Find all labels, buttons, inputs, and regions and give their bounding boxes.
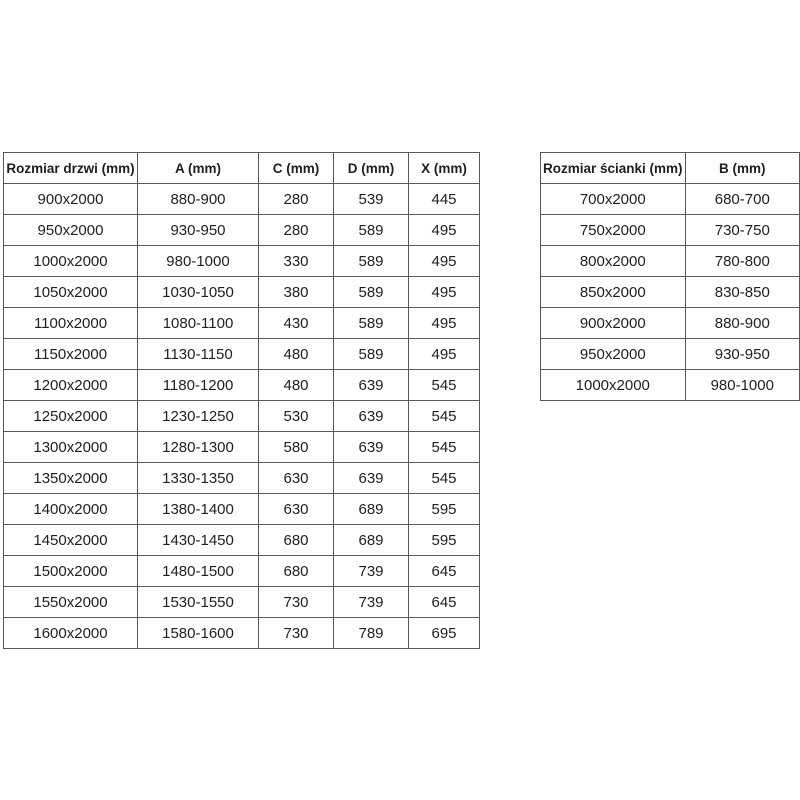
table-cell: 480 bbox=[259, 370, 334, 401]
table-cell: 730-750 bbox=[685, 215, 799, 246]
table-cell: 630 bbox=[259, 494, 334, 525]
table-cell: 1350x2000 bbox=[4, 463, 138, 494]
table-row bbox=[541, 277, 800, 308]
table-cell: 1400x2000 bbox=[4, 494, 138, 525]
table-cell: 930-950 bbox=[138, 215, 259, 246]
table-cell: 1530-1550 bbox=[138, 587, 259, 618]
header-cell: A (mm) bbox=[138, 153, 259, 184]
header-row bbox=[4, 153, 480, 184]
header-cell: B (mm) bbox=[685, 153, 799, 184]
table-row bbox=[541, 339, 800, 370]
table-cell: 539 bbox=[334, 184, 409, 215]
table-cell: 495 bbox=[409, 339, 480, 370]
table-cell: 1180-1200 bbox=[138, 370, 259, 401]
table-cell: 750x2000 bbox=[541, 215, 686, 246]
header-cell: Rozmiar ścianki (mm) bbox=[541, 153, 686, 184]
table-cell: 880-900 bbox=[138, 184, 259, 215]
table-cell: 280 bbox=[259, 184, 334, 215]
table-cell: 789 bbox=[334, 618, 409, 649]
table-cell: 1450x2000 bbox=[4, 525, 138, 556]
table-cell: 1250x2000 bbox=[4, 401, 138, 432]
table-cell: 680 bbox=[259, 525, 334, 556]
header-cell: X (mm) bbox=[409, 153, 480, 184]
table-row bbox=[541, 184, 800, 215]
table-cell: 950x2000 bbox=[4, 215, 138, 246]
table-cell: 495 bbox=[409, 308, 480, 339]
table-cell: 280 bbox=[259, 215, 334, 246]
table-cell: 730 bbox=[259, 587, 334, 618]
table-cell: 1280-1300 bbox=[138, 432, 259, 463]
table-cell: 589 bbox=[334, 277, 409, 308]
table-cell: 530 bbox=[259, 401, 334, 432]
table-cell: 589 bbox=[334, 339, 409, 370]
table-cell: 880-900 bbox=[685, 308, 799, 339]
header-cell: D (mm) bbox=[334, 153, 409, 184]
header-cell: C (mm) bbox=[259, 153, 334, 184]
table-cell: 1430-1450 bbox=[138, 525, 259, 556]
table-row bbox=[541, 370, 800, 401]
table-row bbox=[4, 432, 480, 463]
table-row bbox=[4, 401, 480, 432]
table-cell: 700x2000 bbox=[541, 184, 686, 215]
table-cell: 1300x2000 bbox=[4, 432, 138, 463]
table-cell: 1550x2000 bbox=[4, 587, 138, 618]
table-cell: 1080-1100 bbox=[138, 308, 259, 339]
table-cell: 800x2000 bbox=[541, 246, 686, 277]
table-cell: 730 bbox=[259, 618, 334, 649]
table-row bbox=[4, 370, 480, 401]
table-row bbox=[4, 277, 480, 308]
table-cell: 900x2000 bbox=[4, 184, 138, 215]
table-cell: 1150x2000 bbox=[4, 339, 138, 370]
table-cell: 1030-1050 bbox=[138, 277, 259, 308]
table-cell: 1000x2000 bbox=[4, 246, 138, 277]
table-row bbox=[4, 463, 480, 494]
table-cell: 930-950 bbox=[685, 339, 799, 370]
table-row bbox=[4, 525, 480, 556]
table-row bbox=[4, 339, 480, 370]
table-cell: 1580-1600 bbox=[138, 618, 259, 649]
table-cell: 639 bbox=[334, 401, 409, 432]
table-cell: 1050x2000 bbox=[4, 277, 138, 308]
table-cell: 1330-1350 bbox=[138, 463, 259, 494]
table-cell: 330 bbox=[259, 246, 334, 277]
table-cell: 950x2000 bbox=[541, 339, 686, 370]
table-cell: 639 bbox=[334, 370, 409, 401]
table-cell: 1230-1250 bbox=[138, 401, 259, 432]
header-row bbox=[541, 153, 800, 184]
table-cell: 630 bbox=[259, 463, 334, 494]
table-cell: 680-700 bbox=[685, 184, 799, 215]
door-dimensions-table bbox=[3, 152, 480, 649]
table-cell: 545 bbox=[409, 463, 480, 494]
table-row bbox=[541, 246, 800, 277]
table-cell: 595 bbox=[409, 525, 480, 556]
table-cell: 580 bbox=[259, 432, 334, 463]
table-row bbox=[541, 215, 800, 246]
table-cell: 1380-1400 bbox=[138, 494, 259, 525]
table-cell: 645 bbox=[409, 556, 480, 587]
table-cell: 695 bbox=[409, 618, 480, 649]
table-cell: 689 bbox=[334, 525, 409, 556]
table-cell: 1200x2000 bbox=[4, 370, 138, 401]
table-cell: 1130-1150 bbox=[138, 339, 259, 370]
table-cell: 739 bbox=[334, 587, 409, 618]
wall-panel-dimensions-table bbox=[540, 152, 800, 401]
table-cell: 595 bbox=[409, 494, 480, 525]
table-row bbox=[4, 494, 480, 525]
table-cell: 495 bbox=[409, 215, 480, 246]
table-cell: 1000x2000 bbox=[541, 370, 686, 401]
table-cell: 495 bbox=[409, 246, 480, 277]
table-cell: 480 bbox=[259, 339, 334, 370]
table-cell: 445 bbox=[409, 184, 480, 215]
table-cell: 1600x2000 bbox=[4, 618, 138, 649]
table-row bbox=[4, 215, 480, 246]
header-cell: Rozmiar drzwi (mm) bbox=[4, 153, 138, 184]
table-cell: 589 bbox=[334, 246, 409, 277]
table-cell: 589 bbox=[334, 308, 409, 339]
table-cell: 900x2000 bbox=[541, 308, 686, 339]
table-cell: 430 bbox=[259, 308, 334, 339]
table-cell: 1100x2000 bbox=[4, 308, 138, 339]
table-row bbox=[4, 618, 480, 649]
table-row bbox=[4, 184, 480, 215]
table-cell: 639 bbox=[334, 463, 409, 494]
table-row bbox=[4, 556, 480, 587]
table-cell: 980-1000 bbox=[138, 246, 259, 277]
table-cell: 639 bbox=[334, 432, 409, 463]
table-row bbox=[4, 587, 480, 618]
table-row bbox=[4, 246, 480, 277]
table-cell: 1500x2000 bbox=[4, 556, 138, 587]
table-cell: 689 bbox=[334, 494, 409, 525]
table-cell: 680 bbox=[259, 556, 334, 587]
table-cell: 980-1000 bbox=[685, 370, 799, 401]
table-row bbox=[541, 308, 800, 339]
table-cell: 780-800 bbox=[685, 246, 799, 277]
table-cell: 495 bbox=[409, 277, 480, 308]
table-cell: 545 bbox=[409, 432, 480, 463]
table-cell: 545 bbox=[409, 401, 480, 432]
table-cell: 645 bbox=[409, 587, 480, 618]
table-cell: 380 bbox=[259, 277, 334, 308]
table-cell: 545 bbox=[409, 370, 480, 401]
table-cell: 1480-1500 bbox=[138, 556, 259, 587]
table-row bbox=[4, 308, 480, 339]
table-cell: 589 bbox=[334, 215, 409, 246]
table-cell: 830-850 bbox=[685, 277, 799, 308]
table-cell: 850x2000 bbox=[541, 277, 686, 308]
table-cell: 739 bbox=[334, 556, 409, 587]
